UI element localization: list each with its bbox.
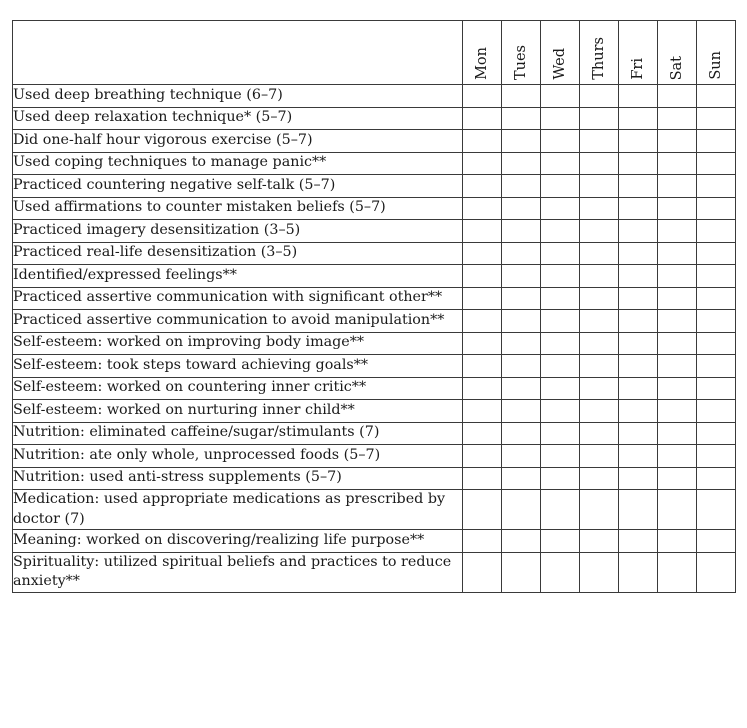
activity-label: Practiced real-life desensitization (3–5) [13, 242, 463, 265]
checkbox-cell-thurs[interactable] [580, 377, 619, 400]
checkbox-cell-tues[interactable] [502, 355, 541, 378]
checkbox-cell-fri[interactable] [619, 310, 658, 333]
checkbox-cell-tues[interactable] [502, 85, 541, 108]
checkbox-cell-sat[interactable] [658, 287, 697, 310]
checkbox-cell-fri[interactable] [619, 130, 658, 153]
day-label: Tues [513, 44, 529, 80]
checkbox-cell-sun[interactable] [697, 85, 736, 108]
day-label: Wed [552, 48, 568, 80]
checkbox-cell-thurs[interactable] [580, 175, 619, 198]
checkbox-cell-tues[interactable] [502, 287, 541, 310]
checkbox-cell-sat[interactable] [658, 445, 697, 468]
checkbox-cell-tues[interactable] [502, 265, 541, 288]
checkbox-cell-wed[interactable] [541, 530, 580, 553]
checkbox-cell-sun[interactable] [697, 530, 736, 553]
activity-label: Identified/expressed feelings** [13, 265, 463, 288]
checkbox-cell-sat[interactable] [658, 310, 697, 333]
checkbox-cell-sun[interactable] [697, 355, 736, 378]
checkbox-cell-mon[interactable] [463, 287, 502, 310]
day-label: Mon [474, 47, 490, 80]
checkbox-cell-mon[interactable] [463, 467, 502, 490]
checkbox-cell-sat[interactable] [658, 107, 697, 130]
checkbox-cell-wed[interactable] [541, 400, 580, 423]
checkbox-cell-tues[interactable] [502, 310, 541, 333]
checkbox-cell-sat[interactable] [658, 400, 697, 423]
checkbox-cell-sat[interactable] [658, 467, 697, 490]
activity-label: Used coping techniques to manage panic** [13, 152, 463, 175]
checkbox-cell-mon[interactable] [463, 152, 502, 175]
day-header-wed [541, 21, 580, 85]
checkbox-cell-fri[interactable] [619, 85, 658, 108]
checkbox-cell-wed[interactable] [541, 175, 580, 198]
checkbox-cell-sat[interactable] [658, 85, 697, 108]
checkbox-cell-fri[interactable] [619, 467, 658, 490]
checkbox-cell-wed[interactable] [541, 552, 580, 592]
checkbox-cell-wed[interactable] [541, 287, 580, 310]
checkbox-cell-sun[interactable] [697, 130, 736, 153]
checkbox-cell-sat[interactable] [658, 422, 697, 445]
day-label: Sun [708, 51, 724, 80]
checkbox-cell-wed[interactable] [541, 422, 580, 445]
checkbox-cell-sat[interactable] [658, 175, 697, 198]
checkbox-cell-sun[interactable] [697, 377, 736, 400]
checkbox-cell-tues[interactable] [502, 332, 541, 355]
checkbox-cell-thurs[interactable] [580, 355, 619, 378]
checkbox-cell-sun[interactable] [697, 287, 736, 310]
checkbox-cell-tues[interactable] [502, 175, 541, 198]
activity-label: Spirituality: utilized spiritual beliefs and practices to reduce anxiety** [13, 552, 463, 592]
table-row [13, 530, 736, 553]
checkbox-cell-wed[interactable] [541, 377, 580, 400]
table-row [13, 220, 736, 243]
checkbox-cell-thurs[interactable] [580, 530, 619, 553]
checkbox-cell-sat[interactable] [658, 197, 697, 220]
activity-label: Self-esteem: took steps toward achieving goals** [13, 355, 463, 378]
checkbox-cell-sun[interactable] [697, 152, 736, 175]
checkbox-cell-sun[interactable] [697, 197, 736, 220]
checkbox-cell-sat[interactable] [658, 265, 697, 288]
checkbox-cell-sat[interactable] [658, 130, 697, 153]
activity-label: Self-esteem: worked on countering inner critic** [13, 377, 463, 400]
checkbox-cell-mon[interactable] [463, 530, 502, 553]
checkbox-cell-thurs[interactable] [580, 152, 619, 175]
checkbox-cell-sun[interactable] [697, 332, 736, 355]
checkbox-cell-tues[interactable] [502, 400, 541, 423]
checkbox-cell-mon[interactable] [463, 107, 502, 130]
day-header-fri [619, 21, 658, 85]
table-row [13, 467, 736, 490]
checkbox-cell-mon[interactable] [463, 552, 502, 592]
activity-label: Practiced countering negative self-talk (5–7) [13, 175, 463, 198]
checkbox-cell-sun[interactable] [697, 552, 736, 592]
checkbox-cell-thurs[interactable] [580, 400, 619, 423]
weekly-practice-table [12, 20, 736, 593]
checkbox-cell-mon[interactable] [463, 265, 502, 288]
checkbox-cell-thurs[interactable] [580, 265, 619, 288]
table-row [13, 422, 736, 445]
table-row [13, 490, 736, 530]
header-row [13, 21, 736, 85]
checkbox-cell-sat[interactable] [658, 355, 697, 378]
checkbox-cell-sat[interactable] [658, 490, 697, 530]
checkbox-cell-wed[interactable] [541, 130, 580, 153]
checkbox-cell-thurs[interactable] [580, 242, 619, 265]
table-row [13, 130, 736, 153]
checkbox-cell-sat[interactable] [658, 530, 697, 553]
checkbox-cell-wed[interactable] [541, 467, 580, 490]
activity-label: Self-esteem: worked on nurturing inner child** [13, 400, 463, 423]
checkbox-cell-fri[interactable] [619, 220, 658, 243]
checkbox-cell-mon[interactable] [463, 377, 502, 400]
activity-label: Medication: used appropriate medications as prescribed by doctor (7) [13, 490, 463, 530]
table-row [13, 287, 736, 310]
activity-label: Nutrition: eliminated caffeine/sugar/stimulants (7) [13, 422, 463, 445]
checkbox-cell-mon[interactable] [463, 400, 502, 423]
checkbox-cell-sat[interactable] [658, 332, 697, 355]
checkbox-cell-sun[interactable] [697, 467, 736, 490]
checkbox-cell-sat[interactable] [658, 220, 697, 243]
checkbox-cell-tues[interactable] [502, 530, 541, 553]
checkbox-cell-mon[interactable] [463, 355, 502, 378]
checkbox-cell-mon[interactable] [463, 175, 502, 198]
day-label: Thurs [591, 37, 607, 80]
checkbox-cell-mon[interactable] [463, 220, 502, 243]
day-label: Fri [630, 58, 646, 80]
checkbox-cell-mon[interactable] [463, 242, 502, 265]
activity-label: Did one-half hour vigorous exercise (5–7) [13, 130, 463, 153]
checkbox-cell-tues[interactable] [502, 197, 541, 220]
checkbox-cell-tues[interactable] [502, 552, 541, 592]
checkbox-cell-thurs[interactable] [580, 85, 619, 108]
table-row [13, 445, 736, 468]
checkbox-cell-thurs[interactable] [580, 552, 619, 592]
activity-label: Used affirmations to counter mistaken beliefs (5–7) [13, 197, 463, 220]
checkbox-cell-sun[interactable] [697, 445, 736, 468]
checkbox-cell-thurs[interactable] [580, 445, 619, 468]
checkbox-cell-mon[interactable] [463, 197, 502, 220]
checkbox-cell-fri[interactable] [619, 530, 658, 553]
table-row [13, 265, 736, 288]
table-row [13, 552, 736, 592]
checkbox-cell-thurs[interactable] [580, 107, 619, 130]
checkbox-cell-wed[interactable] [541, 490, 580, 530]
checkbox-cell-tues[interactable] [502, 445, 541, 468]
checkbox-cell-tues[interactable] [502, 242, 541, 265]
checkbox-cell-sun[interactable] [697, 175, 736, 198]
header-corner-cell [13, 21, 463, 85]
checkbox-cell-fri[interactable] [619, 445, 658, 468]
checkbox-cell-wed[interactable] [541, 107, 580, 130]
checkbox-cell-fri[interactable] [619, 197, 658, 220]
checkbox-cell-sun[interactable] [697, 242, 736, 265]
activity-label: Self-esteem: worked on improving body image** [13, 332, 463, 355]
checkbox-cell-mon[interactable] [463, 310, 502, 333]
checkbox-cell-fri[interactable] [619, 552, 658, 592]
checkbox-cell-fri[interactable] [619, 242, 658, 265]
checkbox-cell-thurs[interactable] [580, 130, 619, 153]
checkbox-cell-thurs[interactable] [580, 310, 619, 333]
checkbox-cell-wed[interactable] [541, 152, 580, 175]
table-row [13, 332, 736, 355]
checkbox-cell-fri[interactable] [619, 107, 658, 130]
activity-label: Practiced assertive communication to avoid manipulation** [13, 310, 463, 333]
activity-label: Practiced assertive communication with significant other** [13, 287, 463, 310]
checkbox-cell-wed[interactable] [541, 242, 580, 265]
checkbox-cell-wed[interactable] [541, 265, 580, 288]
day-header-mon [463, 21, 502, 85]
checkbox-cell-fri[interactable] [619, 400, 658, 423]
checkbox-cell-sun[interactable] [697, 400, 736, 423]
table-row [13, 175, 736, 198]
checkbox-cell-tues[interactable] [502, 107, 541, 130]
day-header-sun [697, 21, 736, 85]
checkbox-cell-sat[interactable] [658, 552, 697, 592]
activity-label: Practiced imagery desensitization (3–5) [13, 220, 463, 243]
checkbox-cell-mon[interactable] [463, 332, 502, 355]
checkbox-cell-tues[interactable] [502, 220, 541, 243]
table-row [13, 310, 736, 333]
checkbox-cell-thurs[interactable] [580, 220, 619, 243]
checkbox-cell-wed[interactable] [541, 220, 580, 243]
checkbox-cell-fri[interactable] [619, 355, 658, 378]
checkbox-cell-tues[interactable] [502, 422, 541, 445]
checkbox-cell-wed[interactable] [541, 310, 580, 333]
checkbox-cell-sun[interactable] [697, 220, 736, 243]
day-header-sat [658, 21, 697, 85]
checkbox-cell-mon[interactable] [463, 85, 502, 108]
checkbox-cell-fri[interactable] [619, 490, 658, 530]
day-header-tues [502, 21, 541, 85]
day-header-thurs [580, 21, 619, 85]
checkbox-cell-wed[interactable] [541, 355, 580, 378]
checkbox-cell-fri[interactable] [619, 332, 658, 355]
checkbox-cell-sat[interactable] [658, 377, 697, 400]
checkbox-cell-sat[interactable] [658, 242, 697, 265]
activity-label: Used deep relaxation technique* (5–7) [13, 107, 463, 130]
checkbox-cell-fri[interactable] [619, 175, 658, 198]
checkbox-cell-tues[interactable] [502, 130, 541, 153]
checkbox-cell-mon[interactable] [463, 490, 502, 530]
activity-label: Nutrition: used anti-stress supplements (5–7) [13, 467, 463, 490]
day-label: Sat [669, 55, 685, 80]
checkbox-cell-thurs[interactable] [580, 467, 619, 490]
table-row [13, 107, 736, 130]
checkbox-cell-sun[interactable] [697, 310, 736, 333]
table-row [13, 242, 736, 265]
checkbox-cell-sun[interactable] [697, 107, 736, 130]
checkbox-cell-tues[interactable] [502, 152, 541, 175]
checkbox-cell-wed[interactable] [541, 332, 580, 355]
checkbox-cell-thurs[interactable] [580, 197, 619, 220]
checkbox-cell-thurs[interactable] [580, 287, 619, 310]
table-row [13, 152, 736, 175]
activity-label: Used deep breathing technique (6–7) [13, 85, 463, 108]
checkbox-cell-mon[interactable] [463, 130, 502, 153]
table-row [13, 400, 736, 423]
checkbox-cell-sun[interactable] [697, 265, 736, 288]
checkbox-cell-tues[interactable] [502, 490, 541, 530]
checkbox-cell-tues[interactable] [502, 467, 541, 490]
checkbox-cell-thurs[interactable] [580, 490, 619, 530]
checkbox-cell-thurs[interactable] [580, 422, 619, 445]
table-row [13, 85, 736, 108]
checkbox-cell-fri[interactable] [619, 152, 658, 175]
checkbox-cell-fri[interactable] [619, 377, 658, 400]
checkbox-cell-sat[interactable] [658, 152, 697, 175]
checkbox-cell-thurs[interactable] [580, 332, 619, 355]
checkbox-cell-sun[interactable] [697, 490, 736, 530]
checkbox-cell-wed[interactable] [541, 445, 580, 468]
checkbox-cell-tues[interactable] [502, 377, 541, 400]
checkbox-cell-sun[interactable] [697, 422, 736, 445]
checkbox-cell-wed[interactable] [541, 85, 580, 108]
checkbox-cell-mon[interactable] [463, 445, 502, 468]
table-row [13, 355, 736, 378]
activity-label: Nutrition: ate only whole, unprocessed foods (5–7) [13, 445, 463, 468]
checkbox-cell-fri[interactable] [619, 265, 658, 288]
table-row [13, 377, 736, 400]
checkbox-cell-mon[interactable] [463, 422, 502, 445]
checkbox-cell-wed[interactable] [541, 197, 580, 220]
checkbox-cell-fri[interactable] [619, 287, 658, 310]
table-row [13, 197, 736, 220]
checkbox-cell-fri[interactable] [619, 422, 658, 445]
activity-label: Meaning: worked on discovering/realizing life purpose** [13, 530, 463, 553]
